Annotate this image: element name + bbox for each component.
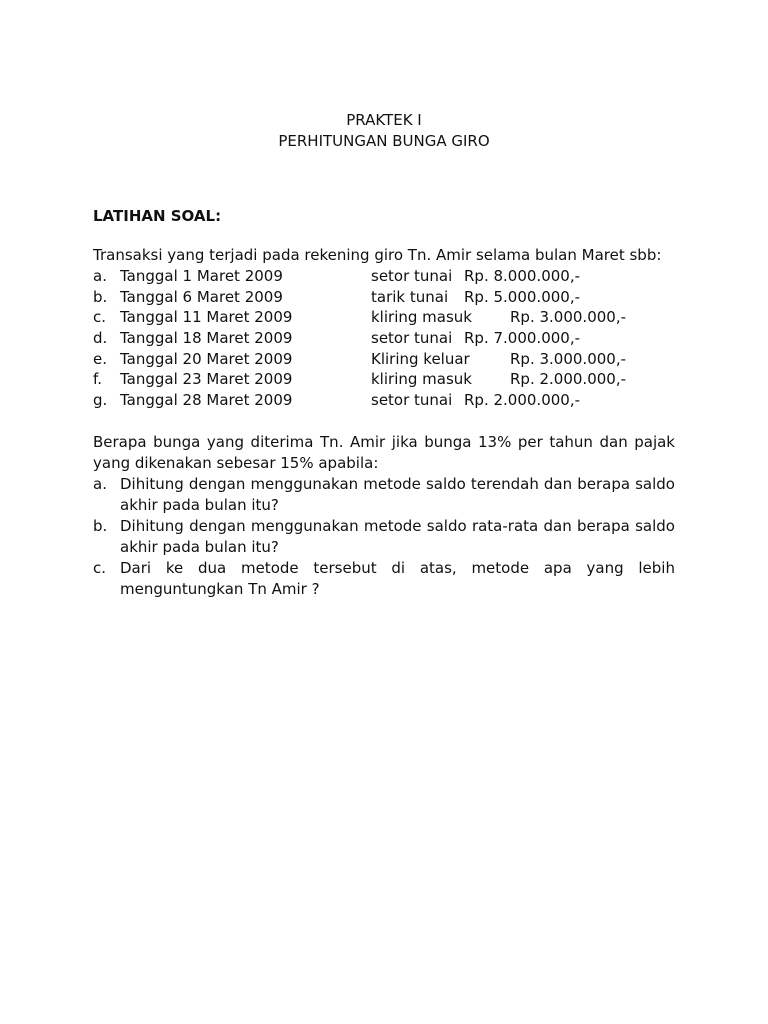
transaction-type: Kliring keluar [371, 349, 470, 368]
transaction-letter: e. [93, 349, 107, 368]
transaction-row-a [93, 266, 675, 287]
transaction-type: setor tunai [371, 329, 453, 348]
transaction-type: setor tunai [371, 391, 453, 410]
transaction-letter: d. [93, 329, 108, 348]
title-block [93, 110, 675, 152]
transaction-amount: Rp. 2.000.000,- [464, 391, 581, 410]
question-text: Dari ke dua metode tersebut di atas, metode apa yang lebih menguntungkan Tn Amir ? [120, 558, 675, 598]
transaction-letter: a. [93, 267, 107, 285]
page-title: PRAKTEK I [346, 111, 422, 129]
transaction-amount: Rp. 8.000.000,- [464, 267, 581, 285]
question-paragraph: Berapa bunga yang diterima Tn. Amir jika bunga 13% per tahun dan pajak yang dikenakan sebesar 15% apabila: [93, 432, 675, 472]
transaction-type: kliring masuk [371, 308, 472, 327]
transaction-letter: g. [93, 391, 108, 410]
transaction-amount: Rp. 3.000.000,- [510, 349, 627, 368]
transaction-row-f [93, 369, 675, 390]
transaction-row-g [93, 390, 675, 411]
page-subtitle: PERHITUNGAN BUNGA GIRO [278, 132, 490, 150]
question-list [93, 474, 675, 600]
intro-paragraph: Transaksi yang terjadi pada rekening giro Tn. Amir selama bulan Maret sbb: [93, 246, 662, 264]
transaction-date: Tanggal 20 Maret 2009 [120, 349, 293, 368]
transaction-row-b [93, 287, 675, 308]
transaction-letter: c. [93, 308, 107, 327]
transaction-date: Tanggal 11 Maret 2009 [120, 308, 293, 327]
transaction-amount: Rp. 7.000.000,- [464, 329, 581, 348]
transaction-row-c [93, 307, 675, 328]
transaction-type: setor tunai [371, 267, 453, 285]
transaction-date: Tanggal 6 Maret 2009 [120, 287, 283, 306]
transaction-amount: Rp. 3.000.000,- [510, 308, 627, 327]
transaction-date: Tanggal 23 Maret 2009 [120, 370, 293, 389]
question-text: Dihitung dengan menggunakan metode saldo terendah dan berapa saldo akhir pada bulan itu? [120, 474, 675, 514]
document-page [93, 110, 675, 600]
transaction-row-d [93, 328, 675, 349]
transaction-letter: b. [93, 287, 108, 306]
transaction-letter: f. [93, 370, 102, 389]
transaction-date: Tanggal 28 Maret 2009 [120, 391, 293, 410]
section-heading: LATIHAN SOAL: [93, 207, 222, 225]
question-text: Dihitung dengan menggunakan metode saldo rata-rata dan berapa saldo akhir pada bulan itu? [120, 516, 675, 556]
question-letter: b. [93, 516, 108, 535]
transaction-type: kliring masuk [371, 370, 472, 389]
question-letter: a. [93, 474, 107, 493]
transaction-amount: Rp. 2.000.000,- [510, 370, 627, 389]
question-item-c [93, 558, 675, 600]
question-letter: c. [93, 558, 107, 577]
question-item-a [93, 474, 675, 516]
transaction-amount: Rp. 5.000.000,- [464, 287, 581, 306]
transaction-list [93, 266, 675, 411]
transaction-type: tarik tunai [371, 287, 449, 306]
question-item-b [93, 516, 675, 558]
transaction-date: Tanggal 1 Maret 2009 [120, 267, 283, 285]
transaction-row-e [93, 349, 675, 370]
transaction-date: Tanggal 18 Maret 2009 [120, 329, 293, 348]
